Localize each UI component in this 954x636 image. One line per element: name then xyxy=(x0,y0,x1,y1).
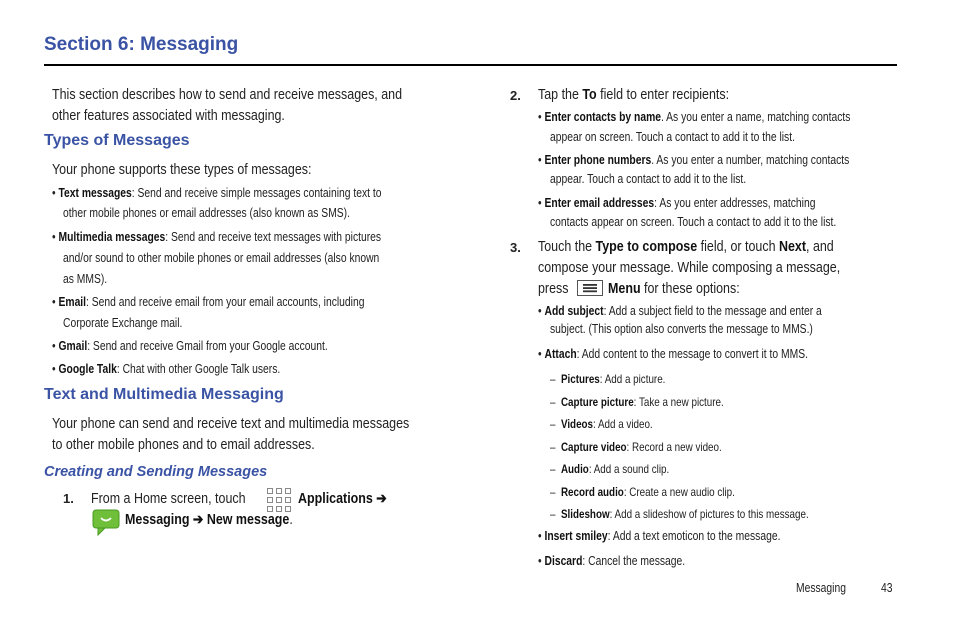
step3-line-2: compose your message. While composing a message, xyxy=(538,260,841,276)
messaging-path: Messaging ➔ New message xyxy=(125,512,290,528)
text: field, or touch xyxy=(697,239,779,255)
sub-term: Slideshow xyxy=(560,507,610,521)
bullet: • xyxy=(538,110,545,124)
sub-term: Capture video xyxy=(560,440,627,454)
step1-text: From a Home screen, touch xyxy=(91,491,246,507)
step-number: 2. xyxy=(510,88,521,103)
option-desc: . As you enter a number, matching contacts xyxy=(651,153,850,167)
step-number: 3. xyxy=(510,240,521,255)
bullet: • xyxy=(52,362,59,376)
messaging-app-icon xyxy=(92,509,120,536)
types-lead: Your phone supports these types of messages: xyxy=(52,162,312,178)
bullet: • xyxy=(538,347,545,361)
type-desc: : Send and receive email from your email accounts, including xyxy=(86,295,365,309)
option-desc: : As you enter addresses, matching xyxy=(654,196,816,210)
type-desc: : Send and receive simple messages containing text to xyxy=(131,186,382,200)
attach-sub-item xyxy=(550,460,669,478)
option-desc: : Add a text emoticon to the message. xyxy=(607,529,781,543)
step1-messaging xyxy=(125,510,293,531)
page-number: 43 xyxy=(881,581,893,595)
step2-item xyxy=(538,108,850,127)
type-term: Gmail xyxy=(58,339,88,353)
dash: – xyxy=(550,417,561,431)
text: Touch the xyxy=(538,239,596,255)
type-item-google-talk xyxy=(52,360,280,379)
type-item-gmail xyxy=(52,337,328,356)
sub-term: Audio xyxy=(560,462,589,476)
bullet: • xyxy=(52,230,59,244)
period: . xyxy=(289,512,293,528)
text-mm-line-2: to other mobile phones and to email addresses. xyxy=(52,437,315,453)
bullet: • xyxy=(52,186,59,200)
type-desc: : Send and receive text messages with pictures xyxy=(165,230,382,244)
dash: – xyxy=(550,395,561,409)
step2-item xyxy=(538,151,849,170)
type-to-compose-label: Type to compose xyxy=(595,239,698,255)
step3-item xyxy=(538,302,822,321)
type-desc: : Send and receive Gmail from your Google account. xyxy=(87,339,328,353)
dash: – xyxy=(550,440,561,454)
step2-pre: Tap the xyxy=(538,87,583,103)
option-term: Insert smiley xyxy=(544,529,608,543)
type-term: Multimedia messages xyxy=(58,230,166,244)
option-desc-cont: contacts appear on screen. Touch a contact to add it to the list. xyxy=(550,215,837,229)
type-desc-cont: as MMS). xyxy=(63,272,108,286)
option-desc: : Add content to the message to convert it to MMS. xyxy=(576,347,808,361)
title-rule xyxy=(44,64,897,66)
option-term: Discard xyxy=(544,554,583,568)
option-desc-cont: subject. (This option also converts the message to MMS.) xyxy=(550,322,813,336)
type-item-multimedia xyxy=(52,228,381,247)
sub-desc: : Add a slideshow of pictures to this message. xyxy=(609,507,809,521)
bullet: • xyxy=(538,304,545,318)
option-term: Enter phone numbers xyxy=(544,153,652,167)
attach-sub-item xyxy=(550,393,724,411)
sub-term: Capture picture xyxy=(560,395,634,409)
dash: – xyxy=(550,372,561,386)
step2-text xyxy=(538,85,729,106)
step3-line-3 xyxy=(608,279,740,300)
attach-sub-item xyxy=(550,370,665,388)
text-mm-heading: Text and Multimedia Messaging xyxy=(44,386,284,403)
type-item-text xyxy=(52,184,381,203)
text: , and xyxy=(806,239,834,255)
types-heading: Types of Messages xyxy=(44,132,190,149)
step-number: 1. xyxy=(63,491,74,506)
menu-key-icon xyxy=(577,280,603,296)
step2-item xyxy=(538,194,815,213)
intro-line-2: other features associated with messaging. xyxy=(52,108,285,124)
bullet: • xyxy=(538,529,545,543)
step3-line-1 xyxy=(538,237,834,258)
sub-desc: : Record a new video. xyxy=(626,440,722,454)
step3-line-3-pre: press xyxy=(538,281,569,297)
creating-heading: Creating and Sending Messages xyxy=(44,464,268,480)
bullet: • xyxy=(538,196,545,210)
bullet: • xyxy=(52,339,59,353)
to-field-label: To xyxy=(582,87,597,103)
step1-apps xyxy=(298,489,387,510)
text: for these options: xyxy=(640,281,740,297)
type-desc-cont: and/or sound to other mobile phones or email addresses (also known xyxy=(63,251,380,265)
dash: – xyxy=(550,485,561,499)
step3-item xyxy=(538,345,808,364)
step3-item xyxy=(538,527,780,546)
type-desc-cont: other mobile phones or email addresses (also known as SMS). xyxy=(63,206,350,220)
type-term: Email xyxy=(58,295,87,309)
sub-desc: : Add a picture. xyxy=(599,372,666,386)
bullet: • xyxy=(538,554,545,568)
option-term: Attach xyxy=(544,347,577,361)
step2-post: field to enter recipients: xyxy=(596,87,730,103)
type-desc-cont: Corporate Exchange mail. xyxy=(63,316,183,330)
option-term: Enter email addresses xyxy=(544,196,655,210)
option-desc-cont: appear. Touch a contact to add it to the list. xyxy=(550,172,747,186)
option-desc-cont: appear on screen. Touch a contact to add it to the list. xyxy=(550,130,795,144)
option-desc: : Add a subject field to the message and enter a xyxy=(603,304,822,318)
attach-sub-item xyxy=(550,505,809,523)
footer-label: Messaging xyxy=(796,581,846,595)
type-term: Google Talk xyxy=(58,362,117,376)
bullet: • xyxy=(538,153,545,167)
option-term: Enter contacts by name xyxy=(544,110,661,124)
option-desc: : Cancel the message. xyxy=(582,554,686,568)
attach-sub-item xyxy=(550,415,653,433)
next-label: Next xyxy=(778,239,807,255)
menu-label: Menu xyxy=(608,281,641,297)
sub-term: Videos xyxy=(560,417,594,431)
option-term: Add subject xyxy=(544,304,604,318)
type-desc: : Chat with other Google Talk users. xyxy=(116,362,281,376)
sub-desc: : Take a new picture. xyxy=(633,395,724,409)
type-item-email xyxy=(52,293,364,312)
dash: – xyxy=(550,462,561,476)
intro-line-1: This section describes how to send and receive messages, and xyxy=(52,87,403,103)
applications-label: Applications ➔ xyxy=(298,491,387,507)
sub-desc: : Add a video. xyxy=(593,417,653,431)
sub-desc: : Add a sound clip. xyxy=(588,462,670,476)
page-title: Section 6: Messaging xyxy=(44,34,239,55)
bullet: • xyxy=(52,295,59,309)
sub-desc: : Create a new audio clip. xyxy=(623,485,735,499)
text-mm-line-1: Your phone can send and receive text and multimedia messages xyxy=(52,416,410,432)
attach-sub-item xyxy=(550,483,735,501)
option-desc: . As you enter a name, matching contacts xyxy=(661,110,851,124)
step3-item xyxy=(538,552,685,571)
dash: – xyxy=(550,507,561,521)
type-term: Text messages xyxy=(58,186,132,200)
sub-term: Pictures xyxy=(560,372,600,386)
attach-sub-item xyxy=(550,438,722,456)
sub-term: Record audio xyxy=(560,485,624,499)
